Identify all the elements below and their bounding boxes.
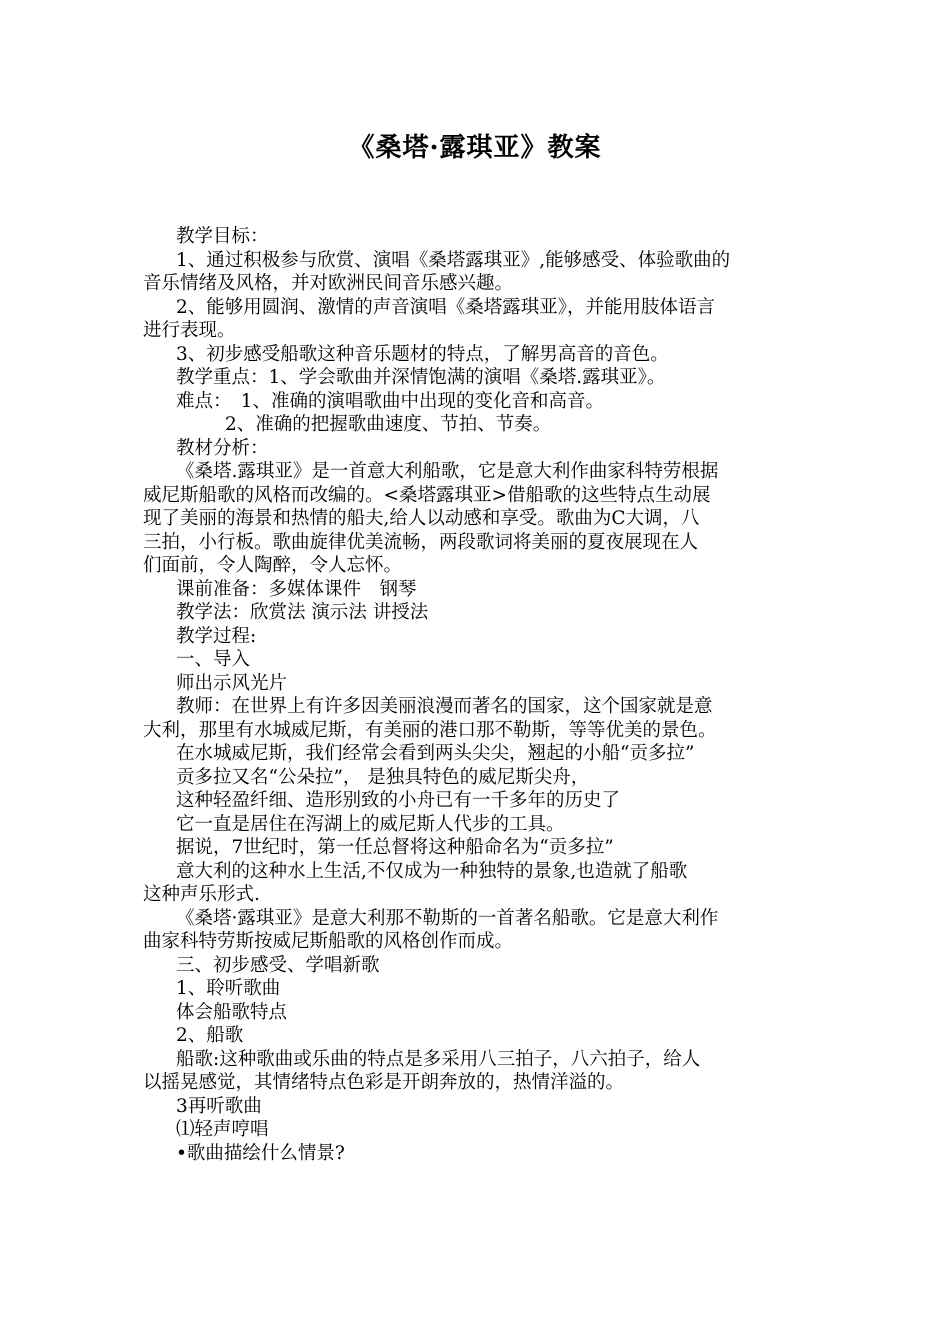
section-heading-difficulties: 难点： 1、准确的演唱歌曲中出现的变化音和高音。 <box>176 390 605 412</box>
text-line: 船歌:这种歌曲或乐曲的特点是多采用八三拍子，八六拍子，给人 <box>176 1048 701 1070</box>
text-line: 现了美丽的海景和热情的船夫,给人以动感和享受。歌曲为C大调，八 <box>143 508 700 529</box>
text-line: 们面前，令人陶醉，令人忘怀。 <box>143 555 403 576</box>
text-line: 《桑塔·露琪亚》是意大利那不勒斯的一首著名船歌。它是意大利作 <box>176 907 719 929</box>
text-line: 教师：在世界上有许多因美丽浪漫而著名的国家，这个国家就是意 <box>176 696 713 717</box>
text-line: 据说，7世纪时，第一任总督将这种船命名为“贡多拉” <box>176 837 614 858</box>
section-heading-objectives: 教学目标： <box>176 226 269 247</box>
text-line: 进行表现。 <box>143 320 236 341</box>
text-line: 《桑塔.露琪亚》是一首意大利船歌，它是意大利作曲家科特劳根据 <box>176 461 719 482</box>
text-line: 1、聆听歌曲 <box>176 978 281 999</box>
text-line: 3、初步感受船歌这种音乐题材的特点，了解男高音的音色。 <box>176 343 669 365</box>
text-line: 体会船歌特点 <box>176 1001 288 1023</box>
text-line: 2、准确的把握歌曲速度、节拍、节奏。 <box>225 414 552 435</box>
text-line: ⑴轻声哼唱 <box>176 1119 269 1140</box>
text-line: 2、船歌 <box>176 1025 244 1046</box>
text-line: 三拍，小行板。歌曲旋律优美流畅，两段歌词将美丽的夏夜展现在人 <box>143 531 699 553</box>
text-line: 贡多拉又名“公朵拉”， 是独具特色的威尼斯尖舟， <box>176 766 590 788</box>
text-line: 1、通过积极参与欣赏、演唱《桑塔露琪亚》,能够感受、体验歌曲的 <box>176 249 731 271</box>
section-heading-key-points: 教学重点：1、学会歌曲并深情饱满的演唱《桑塔.露琪亚》。 <box>176 367 666 388</box>
text-line: 音乐情绪及风格，并对欧洲民间音乐感兴趣。 <box>143 273 514 294</box>
text-line: 2、能够用圆润、激情的声音演唱《桑塔露琪亚》，并能用肢体语言 <box>176 296 716 318</box>
section-heading-process: 教学过程: <box>176 625 257 647</box>
text-line: 这种声乐形式. <box>143 884 260 905</box>
text-line: 三、初步感受、学唱新歌 <box>176 954 380 976</box>
text-line: 意大利的这种水上生活,不仅成为一种独特的景象,也造就了船歌 <box>176 860 688 882</box>
document-title: 《桑塔·露琪亚》教案 <box>348 133 602 163</box>
document-body <box>143 225 808 1165</box>
text-line: 3再听歌曲 <box>176 1095 262 1117</box>
section-heading-preparation: 课前准备：多媒体课件 钢琴 <box>176 578 417 600</box>
text-line: 以摇晃感觉，其情绪特点色彩是开朗奔放的，热情洋溢的。 <box>143 1072 625 1093</box>
text-line: 大利，那里有水城威尼斯，有美丽的港口那不勒斯，等等优美的景色。 <box>143 719 717 741</box>
text-line: •歌曲描绘什么情景? <box>176 1142 345 1164</box>
text-line: 在水城威尼斯，我们经常会看到两头尖尖，翘起的小船“贡多拉” <box>176 743 695 764</box>
section-heading-methods: 教学法：欣赏法 演示法 讲授法 <box>176 602 429 623</box>
section-heading-material-analysis: 教材分析： <box>176 437 269 459</box>
text-line: 一、导入 <box>176 649 251 670</box>
text-line: 它一直是居住在泻湖上的威尼斯人代步的工具。 <box>176 813 565 835</box>
text-line: 威尼斯船歌的风格而改编的。<桑塔露琪亚>借船歌的这些特点生动展 <box>143 484 711 506</box>
text-line: 这种轻盈纤细、造形别致的小舟已有一千多年的历史了 <box>176 790 621 811</box>
text-line: 师出示风光片 <box>176 672 288 694</box>
text-line: 曲家科特劳斯按威尼斯船歌的风格创作而成。 <box>143 931 514 952</box>
